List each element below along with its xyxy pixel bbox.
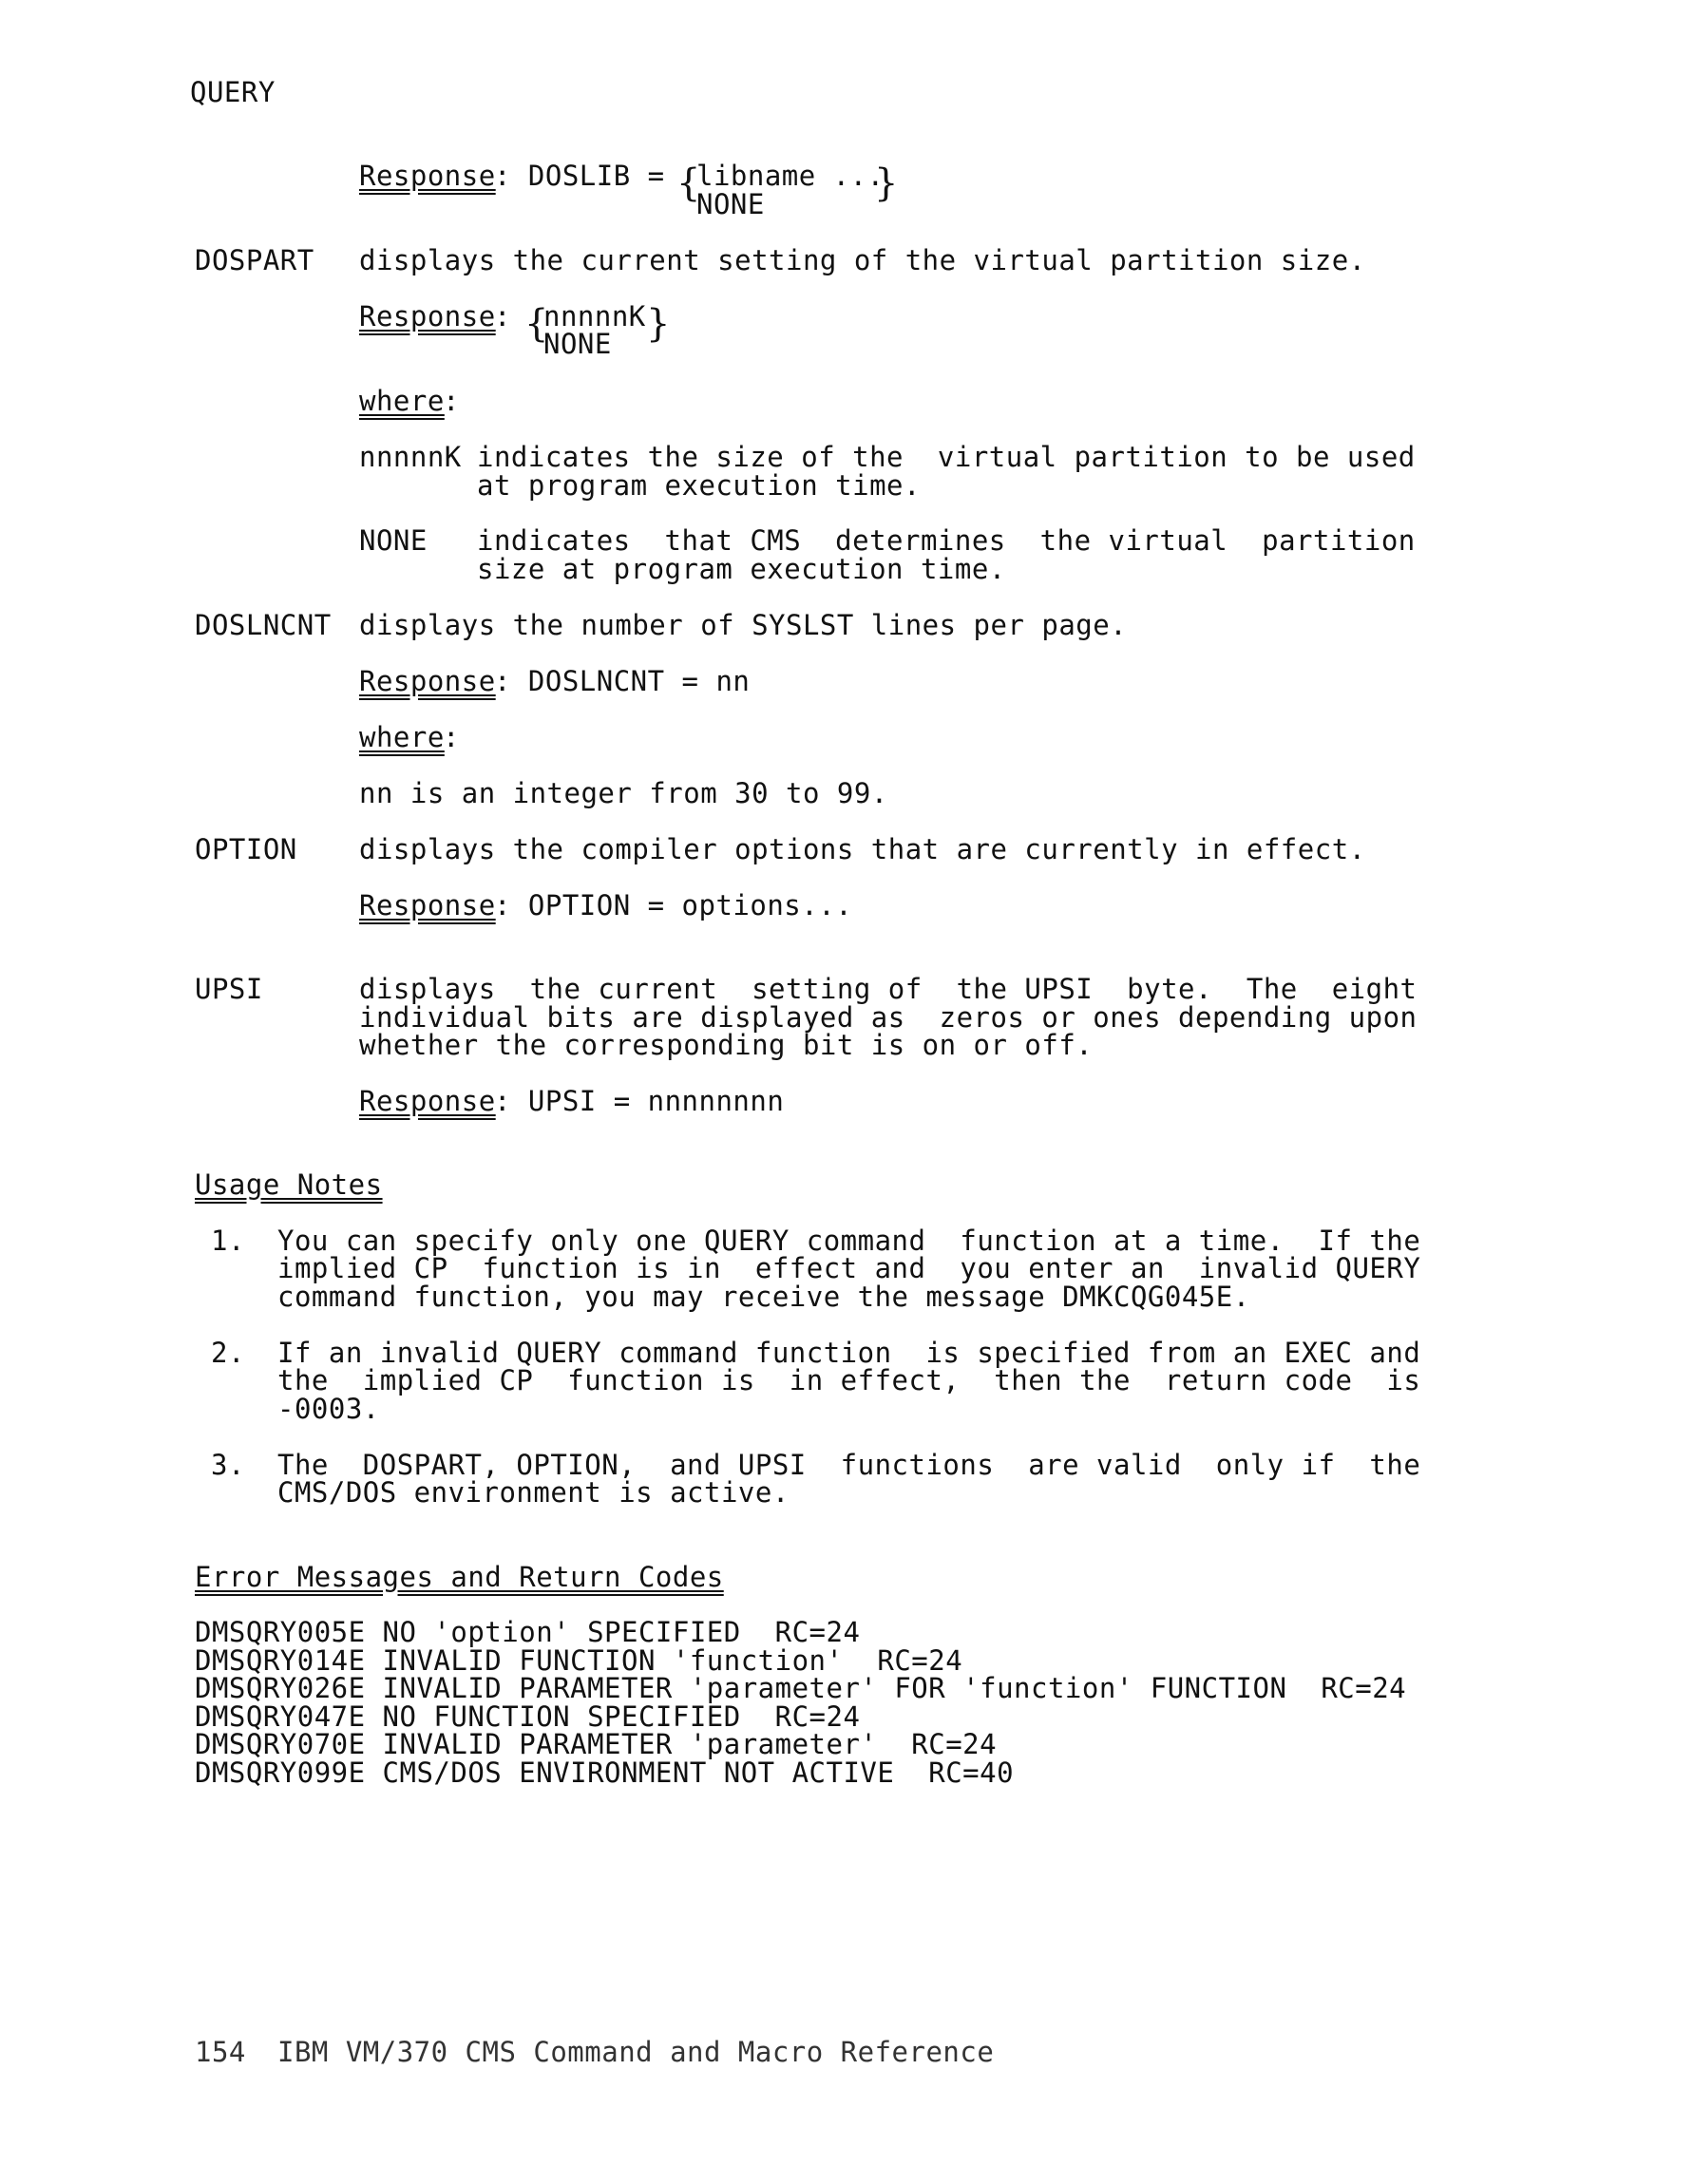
doslncnt-where-colon: : — [443, 721, 460, 753]
doslib-response-label: Response — [359, 160, 496, 192]
option-response-text: : OPTION = options... — [494, 889, 853, 921]
note-line: CMS/DOS environment is active. — [277, 1476, 790, 1509]
running-title: QUERY — [190, 76, 276, 108]
upsi-line-3: whether the corresponding bit is on or off. — [359, 1029, 1094, 1061]
page-number: 154 — [195, 2036, 246, 2068]
option-description: displays the compiler options that are currently in effect. — [359, 833, 1366, 865]
doslib-response-text: : DOSLIB = — [494, 160, 682, 192]
upsi-line-2: individual bits are displayed as zeros or ones depending upon — [359, 1001, 1418, 1034]
dospart-def1-line1: indicates the size of the virtual partition to be used — [477, 441, 1416, 473]
doslncnt-term: DOSLNCNT — [195, 609, 332, 641]
doslncnt-response-label: Response — [359, 665, 496, 697]
dospart-where-label: where — [359, 385, 445, 417]
error-message-line: DMSQRY047E NO FUNCTION SPECIFIED RC=24 — [195, 1700, 861, 1733]
upsi-term: UPSI — [195, 973, 263, 1005]
right-brace-icon: } — [646, 302, 671, 346]
error-message-line: DMSQRY014E INVALID FUNCTION 'function' RC=24 — [195, 1644, 963, 1677]
book-title: IBM VM/370 CMS Command and Macro Reference — [277, 2036, 995, 2068]
dospart-def2-term: NONE — [359, 524, 428, 557]
note-number: 3. — [211, 1449, 245, 1481]
dospart-option-1: nnnnnK — [543, 300, 646, 332]
doslncnt-response-text: : DOSLNCNT = nn — [494, 665, 751, 697]
dospart-response-colon: : — [494, 300, 511, 332]
error-message-line: DMSQRY005E NO 'option' SPECIFIED RC=24 — [195, 1616, 861, 1648]
note-line: implied CP function is in effect and you enter an invalid QUERY — [277, 1252, 1421, 1284]
left-brace-icon: { — [676, 161, 701, 205]
error-message-line: DMSQRY099E CMS/DOS ENVIRONMENT NOT ACTIVE RC=40 — [195, 1757, 1015, 1789]
note-line: You can specify only one QUERY command function at a time. If the — [277, 1225, 1421, 1257]
doslncnt-description: displays the number of SYSLST lines per page. — [359, 609, 1128, 641]
doslib-option-1: libname ... — [696, 160, 885, 192]
option-term: OPTION — [195, 833, 297, 865]
dospart-option-2: NONE — [543, 328, 612, 360]
upsi-response-label: Response — [359, 1085, 496, 1117]
usage-notes-heading: Usage Notes — [195, 1168, 383, 1201]
dospart-where-colon: : — [443, 385, 460, 417]
note-line: command function, you may receive the message DMKCQG045E. — [277, 1281, 1250, 1313]
doslncnt-definition: nn is an integer from 30 to 99. — [359, 777, 888, 809]
option-response-label: Response — [359, 889, 496, 921]
note-line: If an invalid QUERY command function is specified from an EXEC and — [277, 1337, 1421, 1369]
note-number: 2. — [211, 1337, 245, 1369]
note-line: The DOSPART, OPTION, and UPSI functions are valid only if the — [277, 1449, 1421, 1481]
dospart-def1-line2: at program execution time. — [477, 469, 921, 502]
note-line: -0003. — [277, 1393, 380, 1425]
dospart-response-label: Response — [359, 300, 496, 332]
doslib-option-2: NONE — [696, 188, 765, 220]
upsi-response-text: : UPSI = nnnnnnnn — [494, 1085, 785, 1117]
dospart-term: DOSPART — [195, 244, 314, 276]
dospart-def2-line1: indicates that CMS determines the virtual partition — [477, 524, 1416, 557]
right-brace-icon: } — [874, 161, 899, 205]
upsi-line-1: displays the current setting of the UPSI byte. The eight — [359, 973, 1418, 1005]
error-message-line: DMSQRY026E INVALID PARAMETER 'parameter' FOR 'function' FUNCTION RC=24 — [195, 1672, 1407, 1704]
error-messages-heading: Error Messages and Return Codes — [195, 1561, 724, 1593]
error-message-line: DMSQRY070E INVALID PARAMETER 'parameter' RC=24 — [195, 1728, 998, 1760]
left-brace-icon: { — [524, 302, 549, 346]
dospart-def1-term: nnnnnK — [359, 441, 462, 473]
note-number: 1. — [211, 1225, 245, 1257]
doslncnt-where-label: where — [359, 721, 445, 753]
note-line: the implied CP function is in effect, then the return code is — [277, 1364, 1421, 1396]
dospart-def2-line2: size at program execution time. — [477, 553, 1006, 585]
dospart-description: displays the current setting of the virtual partition size. — [359, 244, 1366, 276]
